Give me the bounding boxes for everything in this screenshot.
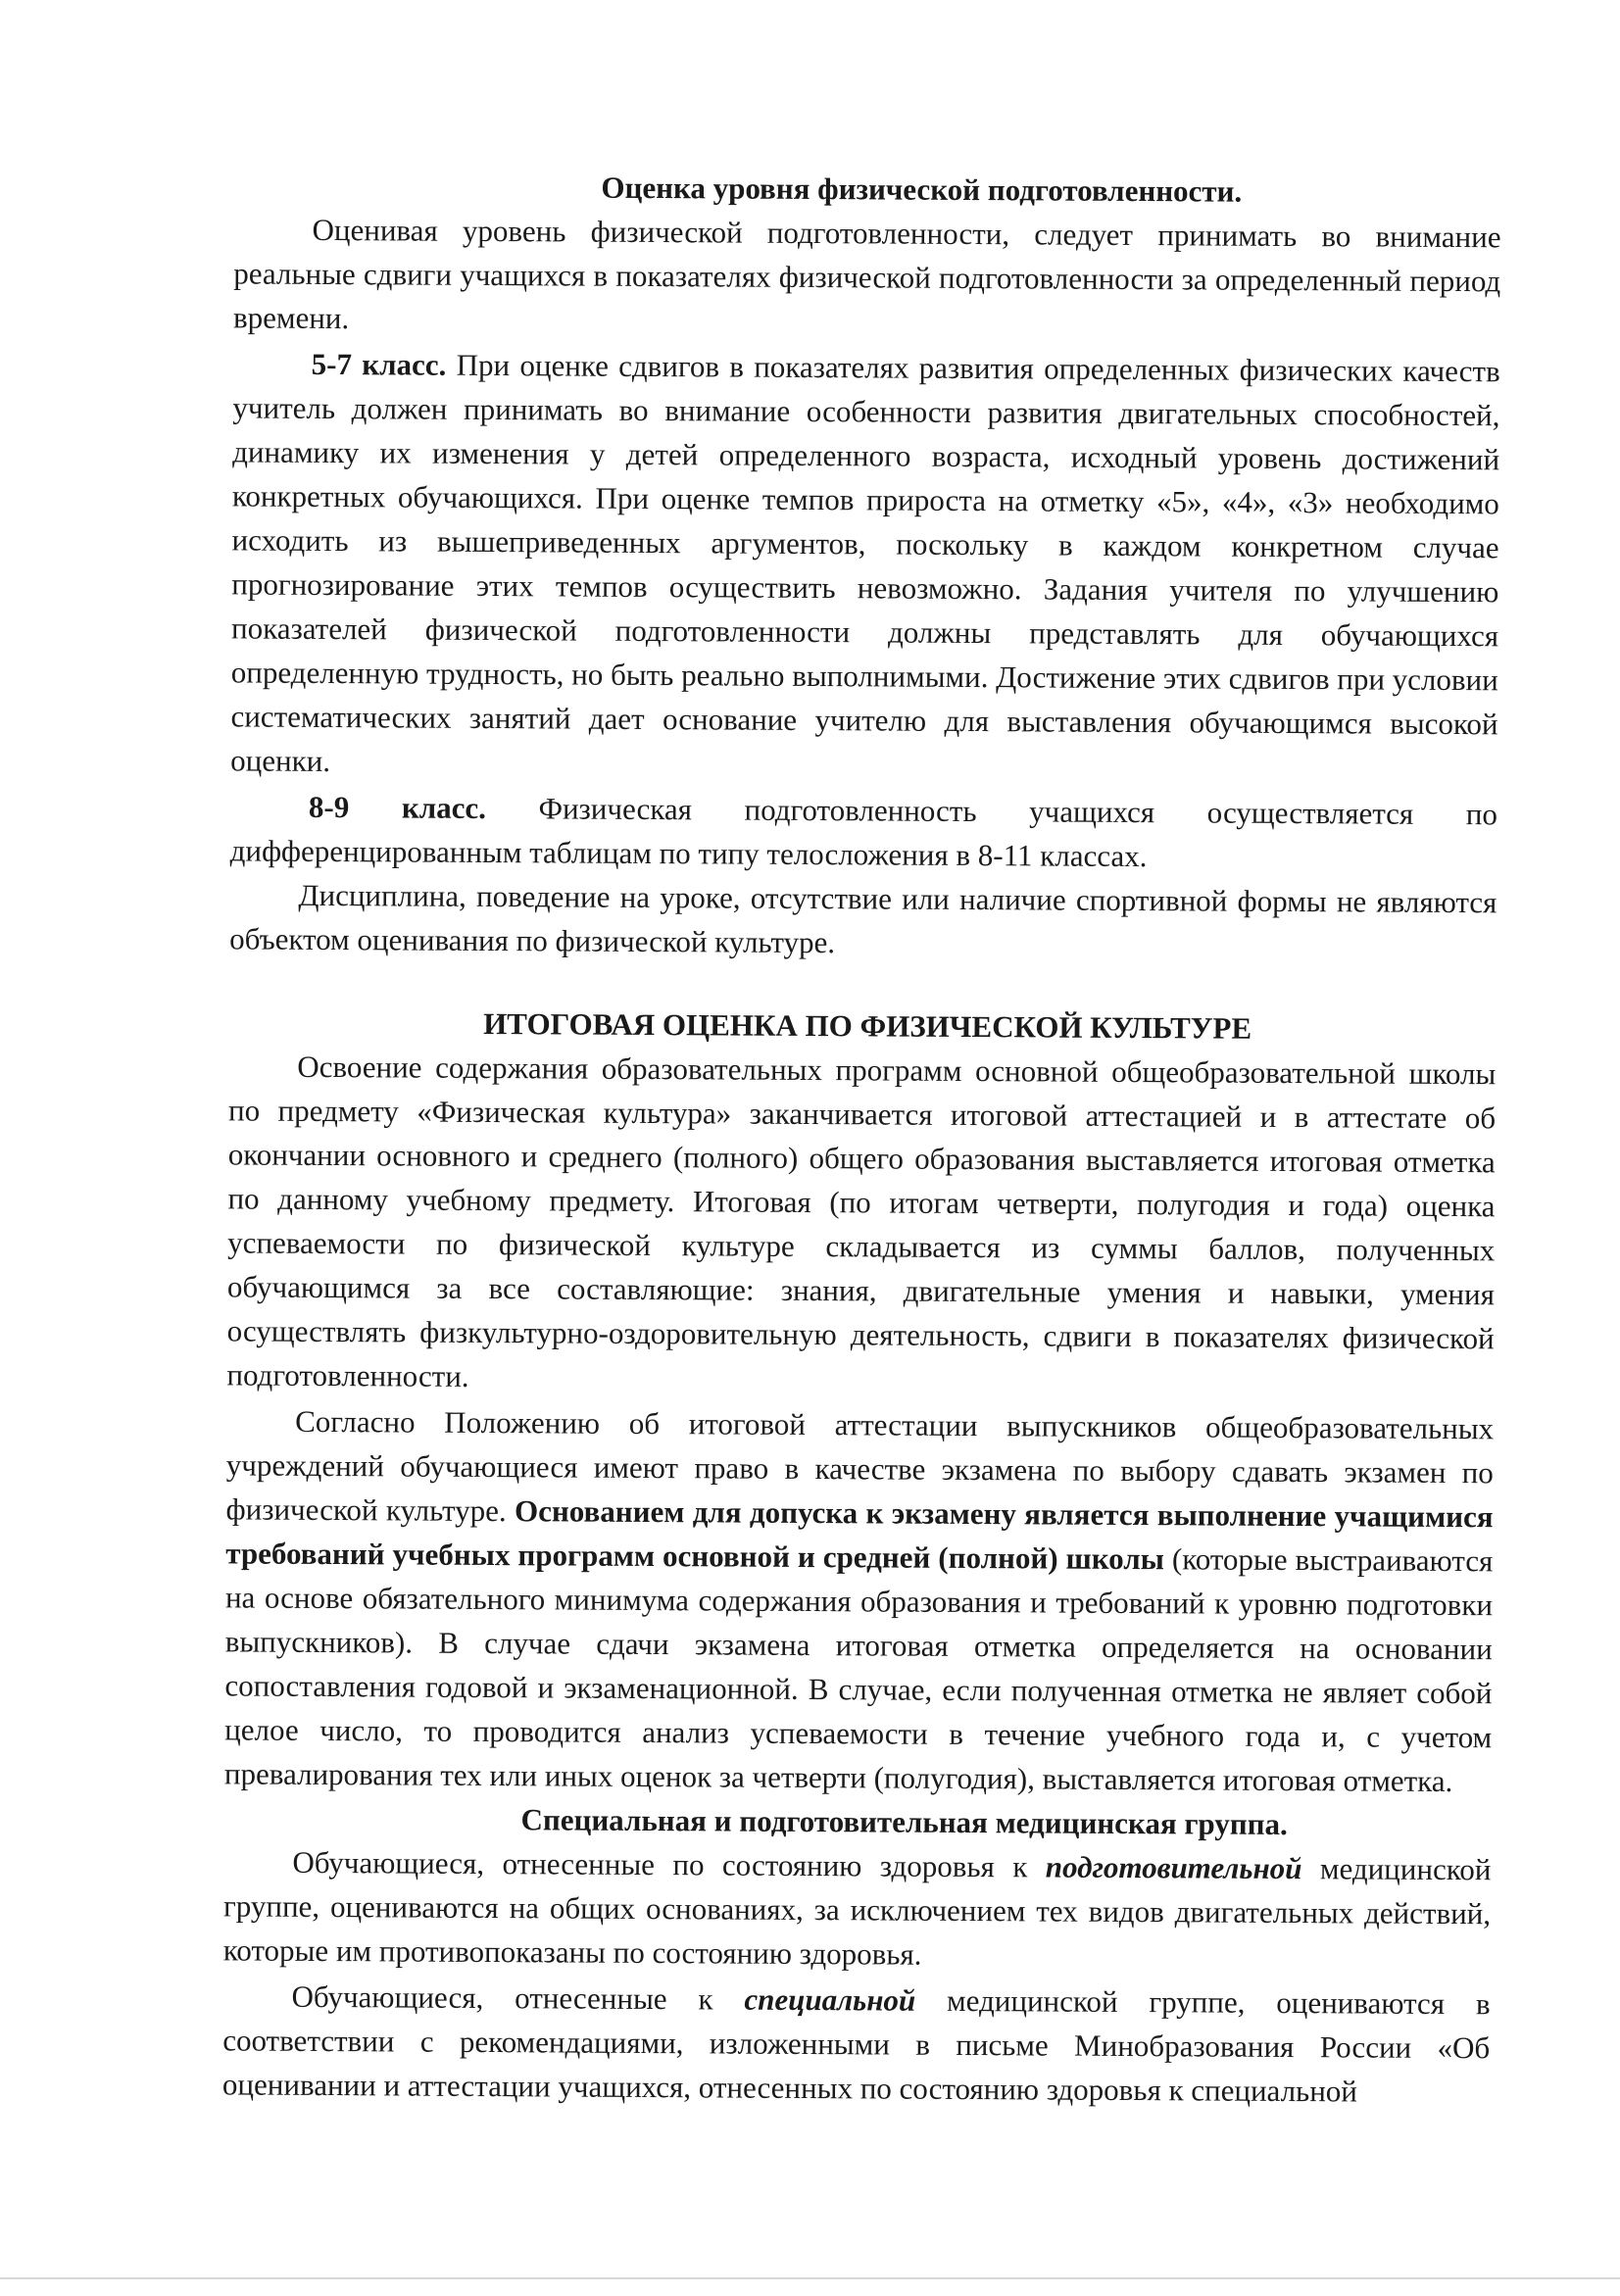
paragraph-text: медицинской группе, оцениваются в соответствии с рекомендациями, изложенными в письме Минобразования России «Об оценивании и аттестации учащихся, отнесенных по состоянию здоровья к специальной [222, 1983, 1491, 2109]
paragraph-final-grade [226, 1044, 1496, 1404]
paragraph-grades-8-9 [230, 784, 1498, 880]
section-title-medical-group: Специальная и подготовительная медицинская группа. [224, 1795, 1492, 1847]
paragraph-text: Освоение содержания образовательных программ основной общеобразовательной школы по предмету «Физическая культура» заканчивается итоговой аттестацией и в аттестате об окончании основного и среднего (полного) общего образования выставляется итоговая отметка по данному учебному предмету. Итоговая (по итогам четверти, полугодия и года) оценка успеваемости по физической культуре складывается из суммы баллов, полученных обучающимся за все составляющие: знания, двигательные умения и навыки, умения осуществлять физкультурно-оздоровительную деятельность, сдвиги в показателях физической подготовленности. [226, 1050, 1496, 1393]
paragraph-exam-admission [224, 1398, 1494, 1803]
paragraph-text: Согласно Положению об итоговой аттестации выпускников общеобразовательных учреждений обучающиеся имеют право в качестве экзамена по выбору сдавать экзамен по физической культуре. [225, 1404, 1494, 1528]
paragraph-text: Обучающиеся, отнесенные к [291, 1979, 744, 2017]
scan-edge-line [0, 2277, 1620, 2279]
paragraph-discipline [229, 872, 1497, 968]
grade-label-5-7: 5-7 класс. [312, 347, 447, 382]
paragraph-text: При оценке сдвигов в показателях развития определенных физических качеств учитель должен принимать во внимание особенности развития двигательных способностей, динамику их изменения у детей определенного возраста, исходный уровень достижений конкретных обучающихся. При оценке темпов прироста на отметку «5», «4», «3» необходимо исходить из вышеприведенных аргументов, поскольку в каждом конкретном случае прогнозирование этих темпов осуществить невозможно. Задания учителя по улучшению показателей физической подготовленности должны представлять для обучающихся определенную трудность, но быть реально выполнимыми. Достижение этих сдвигов при условии систематических занятий дает основание учителю для выставления обучающимся высокой оценки. [230, 348, 1500, 778]
section-title-final-grade: ИТОГОВАЯ ОЦЕНКА ПО ФИЗИЧЕСКОЙ КУЛЬТУРЕ [228, 1000, 1496, 1051]
paragraph-text: медицинской группе, оцениваются на общих основаниях, за исключением тех видов двигательных действий, которые им противопоказаны по состоянию здоровья. [223, 1851, 1492, 1972]
section-title-fitness-assessment: Оценка уровня физической подготовленности. [234, 163, 1501, 215]
paragraph-text: Дисциплина, поведение на уроке, отсутствие или наличие спортивной формы не являются объектом оценивания по физической культуре. [229, 878, 1497, 959]
grade-label-8-9: 8-9 класс. [309, 790, 486, 825]
exam-admission-requirement: Основанием для допуска к экзамену является выполнение учащимися требований учебных программ основной и средней (полной) школы [225, 1493, 1493, 1576]
paragraph-fitness-intro [233, 207, 1501, 347]
emphasis-special: специальной [744, 1982, 915, 2018]
paragraph-text: Физическая подготовленность учащихся осуществляется по дифференцированным таблицам по типу телосложения в 8-11 классах. [230, 791, 1497, 873]
paragraph-special-group [222, 1974, 1491, 2114]
paragraph-text: Обучающиеся, отнесенные по состоянию здоровья к [292, 1845, 1046, 1884]
emphasis-preparatory: подготовительной [1046, 1850, 1302, 1886]
paragraph-text: Оценивая уровень физической подготовленности, следует принимать во внимание реальные сдвиги учащихся в показателях физической подготовленности за определенный период времени. [233, 213, 1501, 335]
paragraph-text: (которые выстраиваются на основе обязательного минимума содержания образования и требований к уровню подготовки выпускников). В случае сдачи экзамена итоговая отметка определяется на основании сопоставления годовой и экзаменационной. В случае, если полученная отметка не являет собой целое число, то проводится анализ успеваемости в течение учебного года и, с учетом превалирования тех или иных оценок за четверти (полугодия), выставляется итоговая отметка. [224, 1541, 1494, 1798]
paragraph-grades-5-7 [230, 341, 1500, 790]
paragraph-preparatory-group [223, 1839, 1492, 1979]
